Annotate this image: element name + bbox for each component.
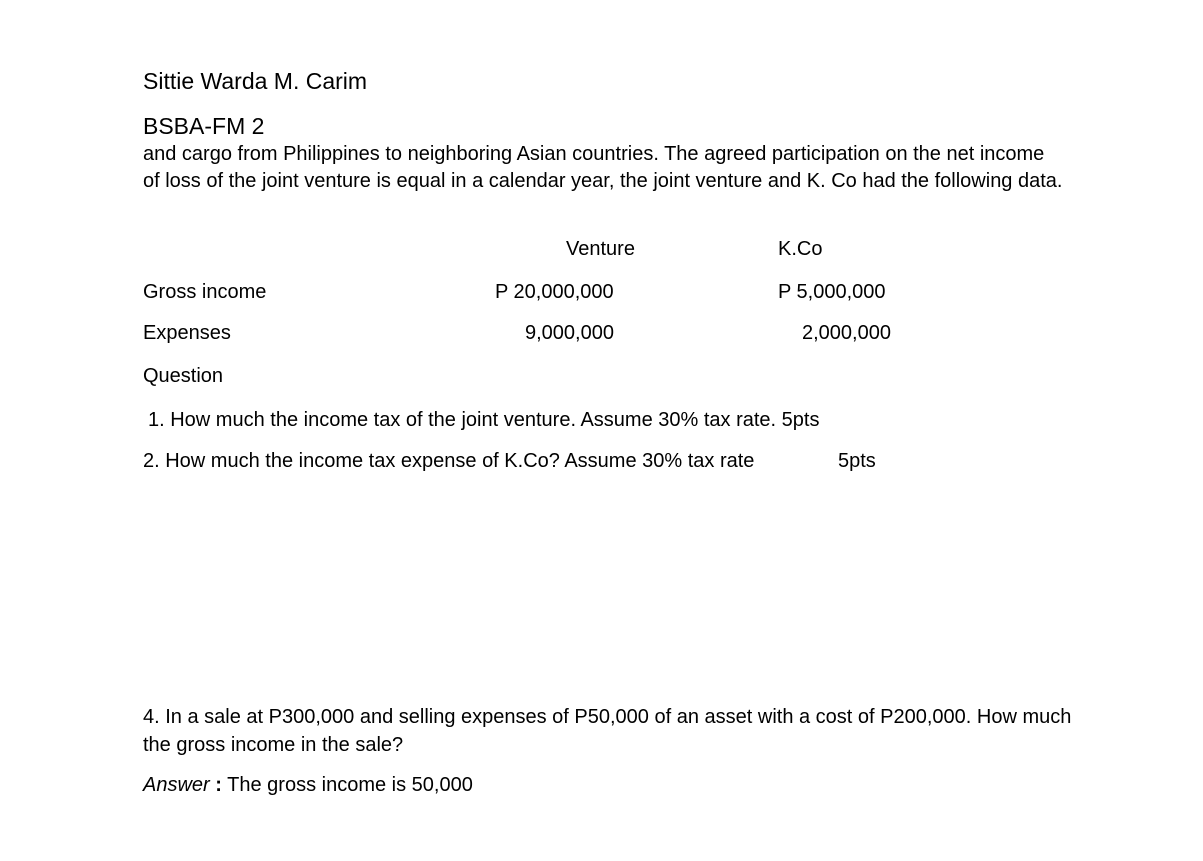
intro-paragraph: and cargo from Philippines to neighboring Asian countries. The agreed participation on the net income of loss of the joint venture is equal in a calendar year, the joint venture and K. Co had the following data. [143, 143, 1063, 192]
course-section: BSBA-FM 2 [143, 113, 265, 139]
question-heading: Question [143, 365, 224, 387]
cell-kco-expenses: 2,000,000 [802, 322, 891, 344]
cell-kco-gross-income: P 5,000,000 [778, 281, 886, 303]
answer-label: Answer [143, 774, 210, 796]
question-1: 1. How much the income tax of the joint venture. Assume 30% tax rate. 5pts [148, 409, 820, 431]
question-2-points: 5pts [838, 450, 876, 472]
answer-text: The gross income is 50,000 [227, 774, 473, 796]
row-label-expenses: Expenses [143, 322, 231, 344]
question-2: 2. How much the income tax expense of K.Co? Assume 30% tax rate [143, 450, 755, 472]
cell-venture-gross-income: P 20,000,000 [495, 281, 614, 303]
answer-line [143, 775, 473, 795]
column-header-venture: Venture [566, 238, 635, 260]
question-4: 4. In a sale at P300,000 and selling expenses of P50,000 of an asset with a cost of P200,000. How much the gross income in the sale? [143, 706, 1072, 756]
answer-colon: : [215, 774, 222, 796]
column-header-kco: K.Co [778, 238, 823, 260]
student-name: Sittie Warda M. Carim [143, 68, 368, 94]
cell-venture-expenses: 9,000,000 [525, 322, 614, 344]
row-label-gross-income: Gross income [143, 281, 267, 303]
